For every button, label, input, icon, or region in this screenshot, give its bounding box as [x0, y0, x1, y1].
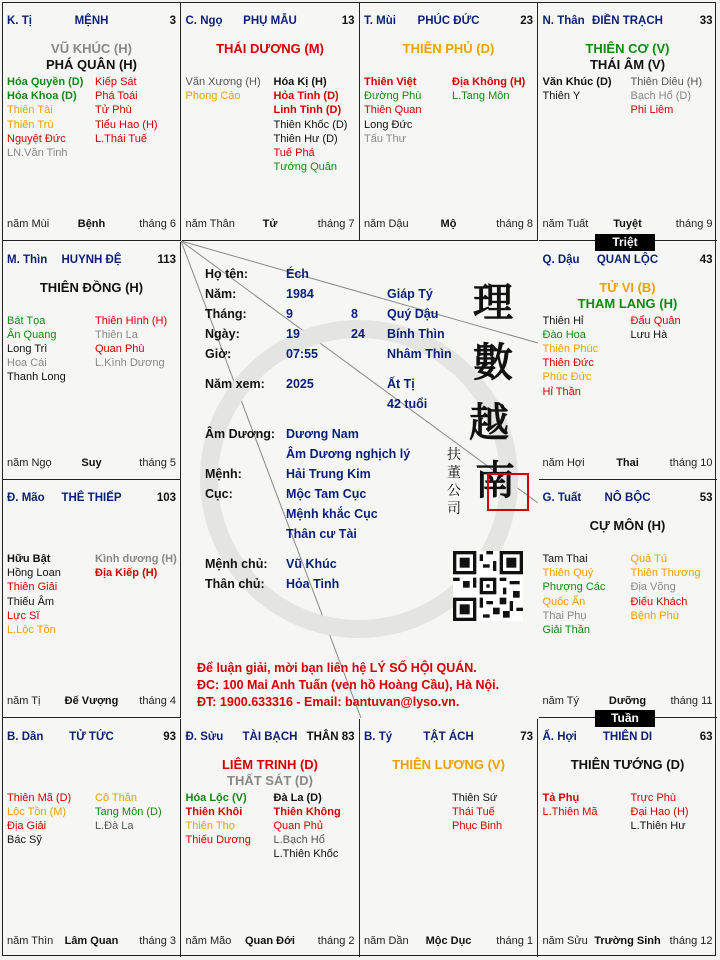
palace-than: [539, 3, 717, 241]
minor-star: Hóa Quyền (D): [7, 76, 84, 88]
gio-value: 07:55: [286, 347, 318, 361]
main-stars: [541, 41, 715, 73]
minor-star: Tấu Thư: [364, 132, 407, 145]
palace-name: PHÚC ĐỨC: [417, 15, 480, 27]
palace-month: tháng 9: [675, 218, 713, 230]
minor-star: L.Lộc Tồn: [7, 624, 56, 637]
main-stars: [184, 41, 357, 57]
minor-star: Quả Tú: [630, 553, 667, 565]
palace-number: 33: [699, 15, 713, 27]
minor-star: Hóa Lộc (V): [185, 791, 247, 804]
main-star: LIÊM TRINH (D): [221, 756, 319, 772]
tuoi-value: 42 tuổi: [387, 397, 428, 411]
minor-star: Thanh Long: [7, 371, 66, 384]
right-stars: [452, 75, 525, 103]
ngay-label: Ngày:: [205, 327, 240, 341]
palace-number: 73: [520, 730, 533, 743]
palace-footer: [7, 457, 176, 471]
menh-chu-value: Vũ Khúc: [286, 557, 337, 571]
palace-month: tháng 7: [317, 218, 355, 230]
palace-stage: Suy: [81, 456, 102, 469]
main-star: PHÁ QUÂN (H): [46, 57, 137, 72]
palace-footer: [543, 218, 713, 232]
palace-month: tháng 11: [670, 695, 713, 707]
minor-star: L.Bạch Hổ: [273, 834, 325, 847]
palace-suu: [182, 719, 360, 957]
palace-branch: B. Dần: [7, 730, 44, 743]
ngay-can-chi: Bính Thìn: [387, 327, 445, 341]
palace-number: 103: [156, 492, 176, 504]
nam-xem-can-chi: Ất Tị: [387, 377, 415, 391]
palace-stage: Mộ: [440, 218, 457, 230]
palace-year: năm Dần: [364, 934, 409, 947]
palace-footer: [7, 935, 176, 949]
palace-header: [364, 15, 533, 31]
palace-header: [543, 731, 713, 747]
minor-star: Tử Phù: [95, 104, 132, 117]
palace-stage: Tử: [262, 218, 278, 230]
minor-star: Phượng Các: [542, 581, 606, 594]
ho-ten-label: Họ tên:: [205, 267, 249, 281]
menh-value: Hải Trung Kim: [286, 467, 371, 481]
palace-branch: Ấ. Hợi: [542, 730, 577, 743]
palace-year: năm Hợi: [542, 456, 585, 469]
am-duong-label: Âm Dương:: [205, 427, 276, 441]
palace-branch: K. Tị: [7, 15, 32, 27]
palace-footer: [364, 935, 533, 949]
minor-star: Thiên La: [95, 328, 138, 341]
minor-star: L.Tang Môn: [452, 90, 510, 103]
logo-char-3: 越: [469, 399, 509, 446]
palace-year: năm Dậu: [364, 218, 409, 230]
right-stars: [274, 791, 341, 862]
palace-footer: [186, 935, 355, 949]
palace-name: NÔ BỘC: [604, 492, 651, 504]
minor-star: Long Đức: [364, 118, 413, 131]
minor-star: Hóa Khoa (D): [7, 90, 77, 103]
minor-star: Thái Tuế: [452, 805, 495, 818]
left-stars: [7, 314, 66, 385]
main-star: THIÊN TƯỚNG (D): [570, 756, 685, 772]
palace-number: 3: [169, 15, 176, 27]
minor-star: Thai Phụ: [542, 609, 587, 622]
cuc-note-2: Thân cư Tài: [286, 527, 357, 541]
palace-branch: M. Thìn: [7, 253, 48, 266]
minor-star: L.Kình Dương: [95, 357, 165, 370]
minor-star: Hữu Bật: [7, 553, 51, 565]
center-info-panel: [181, 241, 538, 718]
palace-month: tháng 5: [139, 456, 176, 469]
palace-branch: T. Mùi: [364, 15, 396, 27]
minor-star: Thiên Phúc: [542, 342, 599, 355]
palace-name: HUYNH ĐỆ: [61, 253, 122, 266]
palace-year: năm Tuất: [542, 218, 589, 230]
left-stars: [543, 314, 599, 399]
palace-header: [186, 731, 355, 747]
palace-name: THÊ THIẾP: [61, 492, 122, 504]
minor-star: Văn Xương (H): [185, 76, 261, 88]
cuc-label: Cục:: [205, 487, 233, 501]
right-stars: [95, 314, 167, 371]
minor-star: Bệnh Phù: [630, 609, 679, 622]
palace-stage: Trường Sinh: [594, 934, 661, 947]
palace-stage: Quan Đới: [245, 934, 295, 947]
palace-ti: [3, 3, 181, 241]
logo-side-text: 扶 董 公 司: [447, 447, 461, 517]
left-stars: [543, 75, 612, 103]
minor-star: Thiên Mã (D): [7, 791, 72, 804]
main-stars: [362, 757, 535, 773]
nam-xem-value: 2025: [286, 377, 314, 391]
main-star: THIÊN LƯƠNG (V): [392, 756, 505, 772]
main-star: THIÊN PHỦ (D): [402, 41, 495, 56]
main-stars: [362, 41, 535, 57]
minor-star: Nguyệt Đức: [7, 132, 66, 145]
minor-star: Quan Phủ: [273, 819, 324, 832]
minor-star: Thiên Thương: [630, 567, 701, 580]
minor-star: Thiên Khôi: [185, 805, 243, 818]
minor-star: Địa Giải: [7, 819, 47, 832]
minor-star: Thiên Thọ: [185, 819, 235, 832]
menh-label: Mệnh:: [205, 467, 242, 481]
left-stars: [543, 552, 606, 637]
palace-stage: Lâm Quan: [64, 934, 119, 947]
palace-footer: [7, 695, 176, 709]
palace-dau: [539, 242, 717, 480]
palace-number: 53: [699, 492, 713, 504]
main-star: THÁI DƯƠNG (M): [216, 41, 324, 56]
minor-star: Thiên Quan: [364, 104, 422, 117]
palace-name: PHỤ MẪU: [243, 15, 297, 27]
minor-star: Thiên Trù: [7, 118, 54, 131]
gio-can-chi: Nhâm Thìn: [387, 347, 452, 361]
palace-month: tháng 10: [669, 456, 713, 469]
minor-star: Tướng Quân: [273, 161, 337, 174]
palace-stage: Mộc Dục: [425, 934, 472, 947]
minor-star: Thiên Hình (H): [95, 314, 168, 327]
palace-ty: [360, 719, 538, 957]
minor-star: Hồng Loan: [7, 567, 61, 580]
minor-star: Đà La (D): [273, 791, 322, 804]
main-star: THAM LANG (H): [577, 295, 678, 311]
red-seal-icon: [487, 473, 529, 511]
minor-star: Thiên Hư (D): [273, 132, 338, 145]
minor-star: Địa Kiếp (H): [95, 567, 158, 580]
right-stars: [631, 552, 701, 623]
palace-year: năm Sửu: [542, 934, 588, 947]
palace-ngo: [182, 3, 360, 241]
palace-year: năm Thìn: [7, 934, 54, 947]
nam-label: Năm:: [205, 287, 237, 301]
thang-am: 8: [351, 307, 358, 321]
palace-header: [7, 492, 176, 508]
palace-number: 43: [699, 253, 713, 266]
left-stars: [543, 791, 598, 819]
palace-name: TỬ TỨC: [69, 730, 114, 743]
main-stars: [541, 518, 715, 534]
tu-vi-chart: [2, 2, 716, 956]
minor-star: Bạch Hổ (D): [630, 90, 692, 103]
cuc-value: Mộc Tam Cục: [286, 487, 367, 501]
minor-star: Điếu Khách: [630, 595, 688, 608]
minor-star: L.Thiên Hư: [630, 819, 686, 832]
palace-stage: Tuyệt: [613, 218, 642, 230]
minor-star: Cô Thần: [95, 791, 137, 804]
palace-number: 63: [699, 730, 713, 743]
palace-stage: Thai: [616, 456, 639, 469]
minor-star: Thiên Y: [542, 90, 581, 103]
nam-xem-label: Năm xem:: [205, 377, 265, 391]
palace-name: THIÊN DI: [602, 730, 653, 743]
ngay-duong: 19: [286, 327, 300, 341]
palace-mao: [3, 480, 181, 718]
ho-ten-value: Éch: [286, 267, 309, 281]
right-stars: [631, 314, 681, 342]
minor-star: Tuế Phá: [273, 147, 315, 160]
palace-month: tháng 2: [317, 934, 355, 947]
main-star: TỬ VI (B): [599, 279, 656, 295]
gio-label: Giờ:: [205, 347, 232, 361]
main-stars: [184, 757, 357, 789]
right-stars: [95, 75, 158, 146]
minor-star: Phong Cáo: [185, 90, 241, 103]
left-stars: [7, 552, 61, 637]
minor-star: Địa Võng: [630, 581, 676, 594]
palace-header: [543, 254, 713, 270]
main-star: THẤT SÁT (D): [227, 772, 313, 788]
main-star: VŨ KHÚC (H): [51, 41, 132, 56]
minor-star: Bác Sỹ: [7, 834, 42, 847]
minor-star: Thiên Khốc (D): [273, 118, 348, 131]
minor-star: Thiên Việt: [364, 76, 417, 88]
palace-header: [7, 731, 176, 747]
minor-star: Quốc Ấn: [542, 595, 586, 608]
thang-can-chi: Quý Dậu: [387, 307, 439, 321]
than-chu-value: Hỏa Tinh: [286, 577, 340, 591]
palace-header: [543, 15, 713, 31]
palace-month: tháng 4: [139, 695, 176, 707]
minor-star: Thiếu Dương: [185, 834, 251, 847]
thang-duong: 9: [286, 307, 293, 321]
palace-name: ĐIỀN TRẠCH: [592, 15, 663, 27]
minor-star: Thiên Diêu (H): [630, 76, 703, 88]
palace-month: tháng 12: [669, 934, 713, 947]
right-stars: [95, 791, 162, 834]
minor-star: LN.Văn Tinh: [7, 147, 68, 160]
palace-header: [364, 731, 533, 747]
minor-star: Thiên Quý: [542, 567, 594, 580]
minor-star: Kình dương (H): [95, 553, 177, 565]
palace-footer: [543, 457, 713, 471]
palace-name: QUAN LỘC: [596, 253, 659, 266]
main-star: THÁI ÂM (V): [589, 57, 666, 72]
palace-name: TÀI BẠCH: [242, 730, 298, 743]
palace-branch: Đ. Mão: [7, 492, 45, 504]
left-stars: [364, 75, 421, 146]
left-stars: [7, 791, 71, 848]
palace-hoi: [539, 719, 717, 957]
minor-star: Lực Sĩ: [7, 609, 40, 622]
main-stars: [541, 757, 715, 773]
logo-char-1: 理: [473, 279, 513, 326]
minor-star: Lộc Tồn (M): [7, 805, 67, 818]
minor-star: Thiên Sứ: [452, 791, 498, 804]
minor-star: Hỉ Thần: [542, 385, 581, 398]
palace-year: năm Thân: [185, 218, 235, 230]
minor-star: Văn Khúc (D): [542, 76, 612, 88]
minor-star: Phúc Đức: [542, 371, 592, 384]
palace-year: năm Mão: [185, 934, 232, 947]
palace-header: [7, 254, 176, 270]
minor-star: Tả Phụ: [542, 791, 580, 804]
minor-star: Thiên Giải: [7, 581, 58, 594]
palace-footer: [543, 935, 713, 949]
palace-branch: Q. Dậu: [542, 253, 580, 266]
minor-star: Thiên Hỉ: [542, 314, 584, 327]
am-duong-value: Dương Nam: [286, 427, 359, 441]
palace-stage: Dưỡng: [608, 695, 647, 707]
palace-month: tháng 6: [139, 218, 176, 230]
minor-star: Hỏa Tinh (D): [273, 90, 339, 103]
palace-mui: [360, 3, 538, 241]
palace-header: [7, 15, 176, 31]
minor-star: Hoa Cái: [7, 357, 47, 370]
palace-year: năm Tý: [542, 695, 579, 707]
palace-number: 113: [157, 253, 176, 266]
than-chu-label: Thân chủ:: [205, 577, 265, 591]
palace-year: năm Tị: [7, 695, 41, 707]
main-stars: [541, 280, 715, 312]
main-star: THIÊN CƠ (V): [585, 41, 670, 56]
palace-number: THÂN 83: [306, 730, 355, 743]
minor-star: L.Thái Tuế: [95, 132, 147, 145]
minor-star: Long Trì: [7, 342, 48, 355]
minor-star: Giải Thần: [542, 624, 590, 637]
minor-star: Trực Phù: [630, 791, 676, 804]
palace-footer: [364, 218, 533, 232]
contact-phone-email: ĐT: 1900.633316 - Email: bantuvan@lyso.vn.: [197, 695, 460, 709]
palace-footer: [186, 218, 355, 232]
minor-star: Thiếu Âm: [7, 595, 55, 608]
minor-star: L.Thiên Khốc: [273, 848, 339, 861]
minor-star: Bát Tọa: [7, 314, 46, 327]
logo-char-4: 南: [475, 457, 515, 504]
left-stars: [186, 791, 251, 848]
minor-star: Ân Quang: [7, 328, 57, 341]
palace-header: [543, 492, 713, 508]
palace-name: TẬT ÁCH: [423, 730, 474, 743]
right-stars: [452, 791, 502, 834]
nam-value: 1984: [286, 287, 314, 301]
minor-star: Tang Môn (D): [95, 805, 162, 818]
thang-label: Tháng:: [205, 307, 247, 321]
palace-dan: [3, 719, 181, 957]
minor-star: L.Đà La: [95, 819, 134, 832]
right-stars: [631, 791, 689, 834]
palace-header: [186, 15, 355, 31]
tuan-tag: Tuần: [595, 710, 655, 727]
right-stars: [631, 75, 703, 118]
left-stars: [7, 75, 83, 160]
palace-number: 13: [341, 15, 355, 27]
palace-year: năm Ngọ: [7, 456, 52, 469]
palace-branch: N. Thân: [542, 15, 585, 27]
minor-star: Phục Binh: [452, 819, 503, 832]
palace-stage: Đế Vượng: [64, 695, 119, 707]
ngay-am: 24: [351, 327, 365, 341]
palace-tuat: [539, 480, 717, 718]
palace-branch: Đ. Sửu: [185, 730, 224, 743]
minor-star: Đại Hao (H): [630, 805, 689, 818]
minor-star: Địa Không (H): [452, 76, 526, 88]
right-stars: [274, 75, 348, 174]
minor-star: L.Thiên Mã: [542, 805, 598, 818]
palace-number: 93: [163, 730, 176, 743]
qr-code-icon: [453, 551, 523, 621]
main-stars: [5, 280, 178, 296]
right-stars: [95, 552, 177, 580]
minor-star: Lưu Hà: [630, 328, 668, 341]
main-stars: [5, 41, 178, 73]
main-star: THIÊN ĐỒNG (H): [39, 279, 144, 295]
main-star: CỰ MÔN (H): [589, 518, 666, 533]
palace-stage: Bệnh: [77, 218, 106, 230]
minor-star: Đào Hoa: [542, 328, 586, 341]
cuc-note-1: Mệnh khắc Cục: [286, 507, 378, 521]
palace-branch: G. Tuất: [542, 492, 582, 504]
logo-char-2: 數: [473, 339, 513, 386]
palace-footer: [543, 695, 713, 709]
minor-star: Phi Liêm: [630, 104, 674, 117]
minor-star: Tam Thai: [542, 553, 588, 565]
palace-thin: [3, 242, 181, 480]
contact-line-1: Để luận giải, mời bạn liên hệ LÝ SỐ HỘI QUÁN.: [197, 661, 477, 675]
minor-star: Thiên Đức: [542, 357, 594, 370]
palace-number: 23: [520, 15, 533, 27]
contact-address: ĐC: 100 Mai Anh Tuấn (ven hồ Hoàng Cầu), Hà Nội.: [197, 678, 500, 692]
palace-name: MỆNH: [74, 15, 109, 27]
minor-star: Tiểu Hao (H): [95, 118, 158, 131]
am-duong-note: Âm Dương nghịch lý: [286, 447, 411, 461]
palace-branch: C. Ngọ: [185, 15, 223, 27]
palace-month: tháng 3: [139, 934, 176, 947]
palace-month: tháng 1: [496, 934, 533, 947]
minor-star: Thiên Tài: [7, 104, 53, 117]
palace-month: tháng 8: [496, 218, 533, 230]
minor-star: Đẩu Quân: [630, 314, 681, 327]
minor-star: Quan Phù: [95, 342, 145, 355]
palace-footer: [7, 218, 176, 232]
minor-star: Thiên Không: [273, 805, 341, 818]
left-stars: [186, 75, 261, 103]
palace-branch: B. Tý: [364, 730, 393, 743]
minor-star: Linh Tinh (D): [273, 104, 342, 117]
minor-star: Kiếp Sát: [95, 76, 137, 88]
minor-star: Hóa Kị (H): [273, 76, 327, 88]
nam-can-chi: Giáp Tý: [387, 287, 433, 301]
minor-star: Phá Toái: [95, 90, 138, 103]
palace-year: năm Mùi: [7, 218, 50, 230]
minor-star: Đường Phù: [364, 90, 422, 103]
triet-tag: Triệt: [595, 234, 655, 251]
menh-chu-label: Mệnh chủ:: [205, 557, 268, 571]
